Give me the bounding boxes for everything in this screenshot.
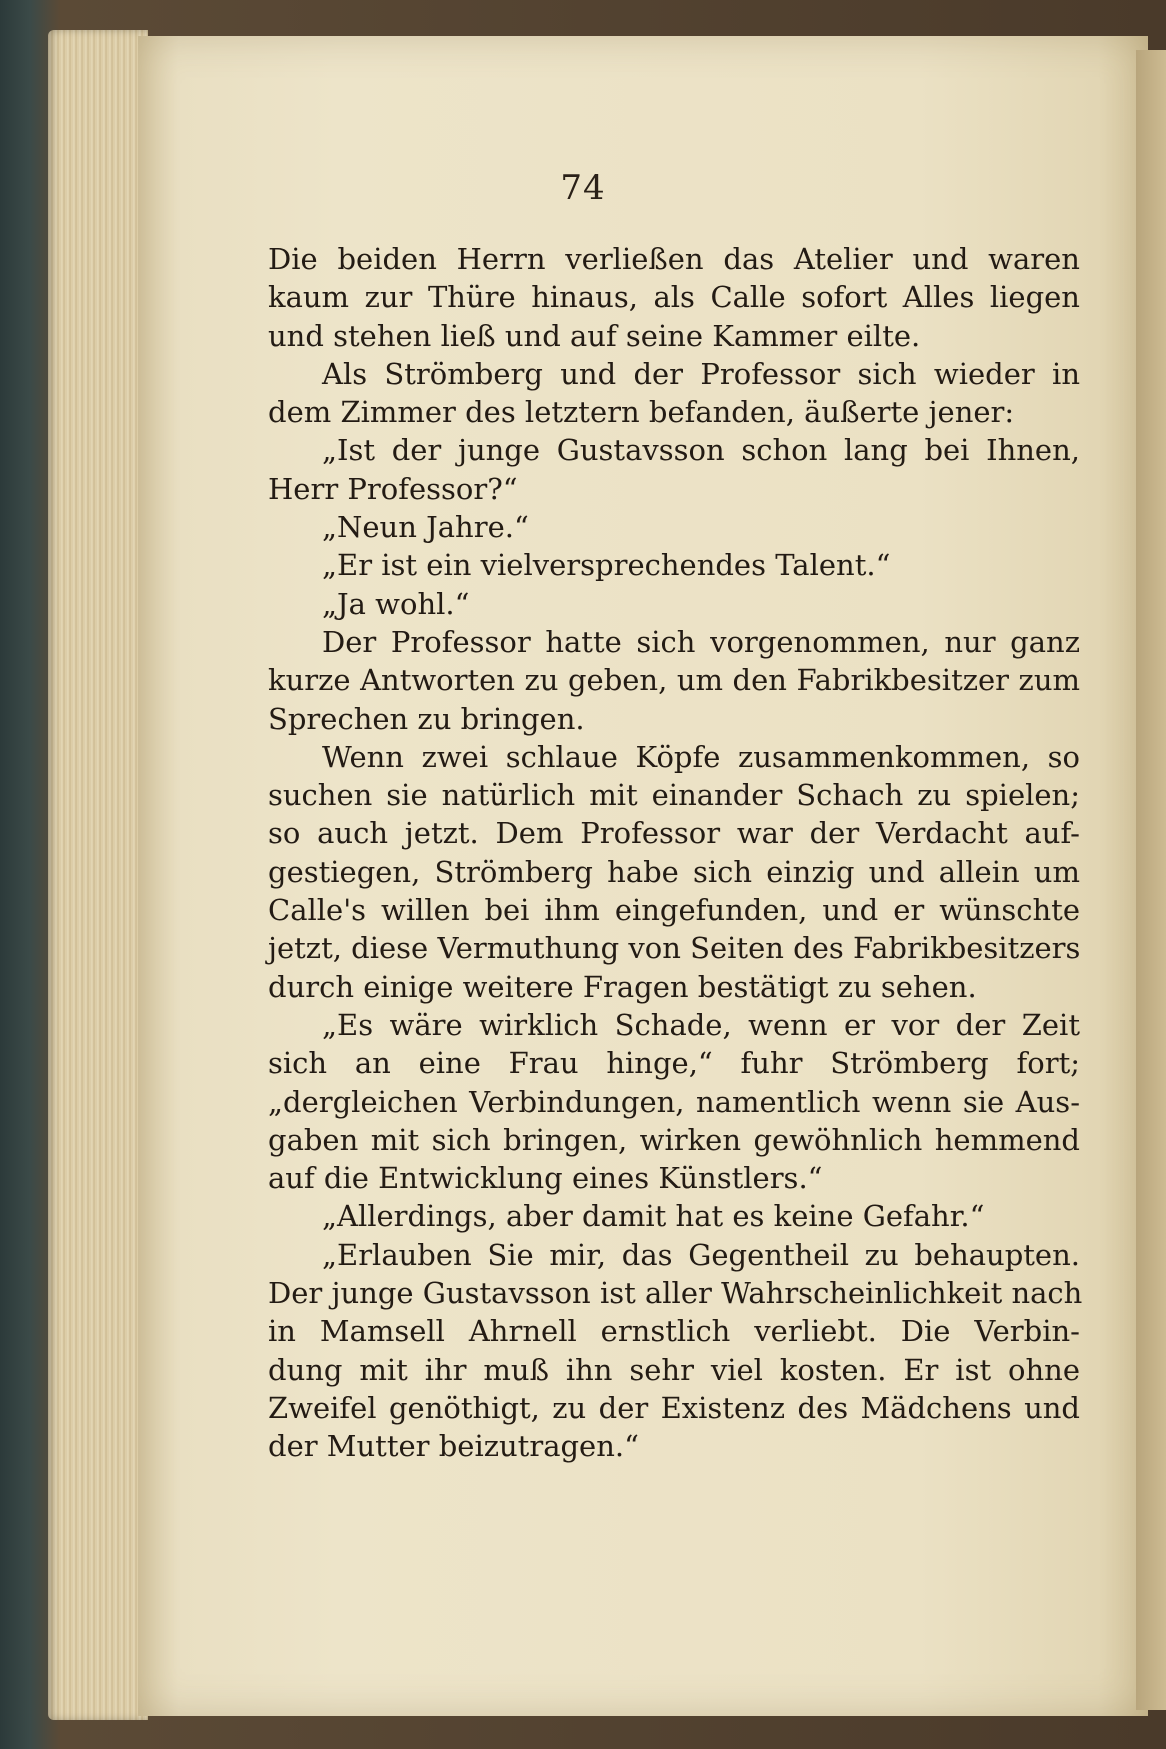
text-line: Zweifel genöthigt, zu der Existenz des Mädchens und [268,1390,1080,1425]
text-line: sich an eine Frau hinge,“ fuhr Strömberg fort; [268,1046,1080,1081]
text-line: dem Zimmer des letztern befanden, äußerte jener: [268,395,1015,430]
text-line: jetzt, diese Vermuthung von Seiten des Fabrikbesitzers [268,931,1081,966]
text-line: gestiegen, Strömberg habe sich einzig und allein um [268,854,1080,889]
page-number: 74 [560,168,606,208]
text-line: in Mamsell Ahrnell ernstlich verliebt. Die Verbin- [268,1314,1080,1349]
body-text [268,240,1083,1466]
text-line: „Er ist ein vielversprechendes Talent.“ [322,548,891,583]
text-line: durch einige weitere Fragen bestätigt zu sehen. [268,969,977,1004]
text-line: dung mit ihr muß ihn sehr viel kosten. Er ist ohne [268,1352,1080,1387]
text-line: „Neun Jahre.“ [322,510,529,545]
next-page-edge [1136,50,1166,1710]
text-line: Als Strömberg und der Professor sich wieder in [322,356,1080,391]
text-line: Wenn zwei schlaue Köpfe zusammenkommen, so [322,739,1080,774]
text-line: „Allerdings, aber damit hat es keine Gefahr.“ [322,1199,985,1234]
text-line: Der Professor hatte sich vorgenommen, nur ganz [322,624,1080,659]
text-line: der Mutter beizutragen.“ [268,1429,639,1464]
text-line: suchen sie natürlich mit einander Schach zu spielen; [268,778,1080,813]
text-line: „dergleichen Verbindungen, namentlich wenn sie Aus- [268,1084,1080,1119]
text-line: „Ja wohl.“ [322,586,470,621]
text-line: Der junge Gustavsson ist aller Wahrscheinlichkeit nach [268,1276,1083,1311]
text-line: „Erlauben Sie mir, das Gegentheil zu behaupten. [322,1237,1080,1272]
text-line: Herr Professor?“ [268,471,518,506]
text-line: kurze Antworten zu geben, um den Fabrikbesitzer zum [268,663,1080,698]
text-line: Die beiden Herrn verließen das Atelier und waren [268,242,1080,276]
page-edges [48,30,148,1720]
text-line: so auch jetzt. Dem Professor war der Verdacht auf- [268,816,1080,851]
text-line: „Ist der junge Gustavsson schon lang bei Ihnen, [322,433,1080,468]
text-line: gaben mit sich bringen, wirken gewöhnlich hemmend [268,1122,1080,1157]
text-line: kaum zur Thüre hinaus, als Calle sofort Alles liegen [268,280,1080,315]
text-line: auf die Entwicklung eines Künstlers.“ [268,1161,823,1196]
text-line: Sprechen zu bringen. [268,701,585,736]
text-line: „Es wäre wirklich Schade, wenn er vor der Zeit [322,1007,1080,1042]
text-line: und stehen ließ und auf seine Kammer eilte. [268,318,921,353]
text-line: Calle's willen bei ihm eingefunden, und er wünschte [268,893,1080,928]
